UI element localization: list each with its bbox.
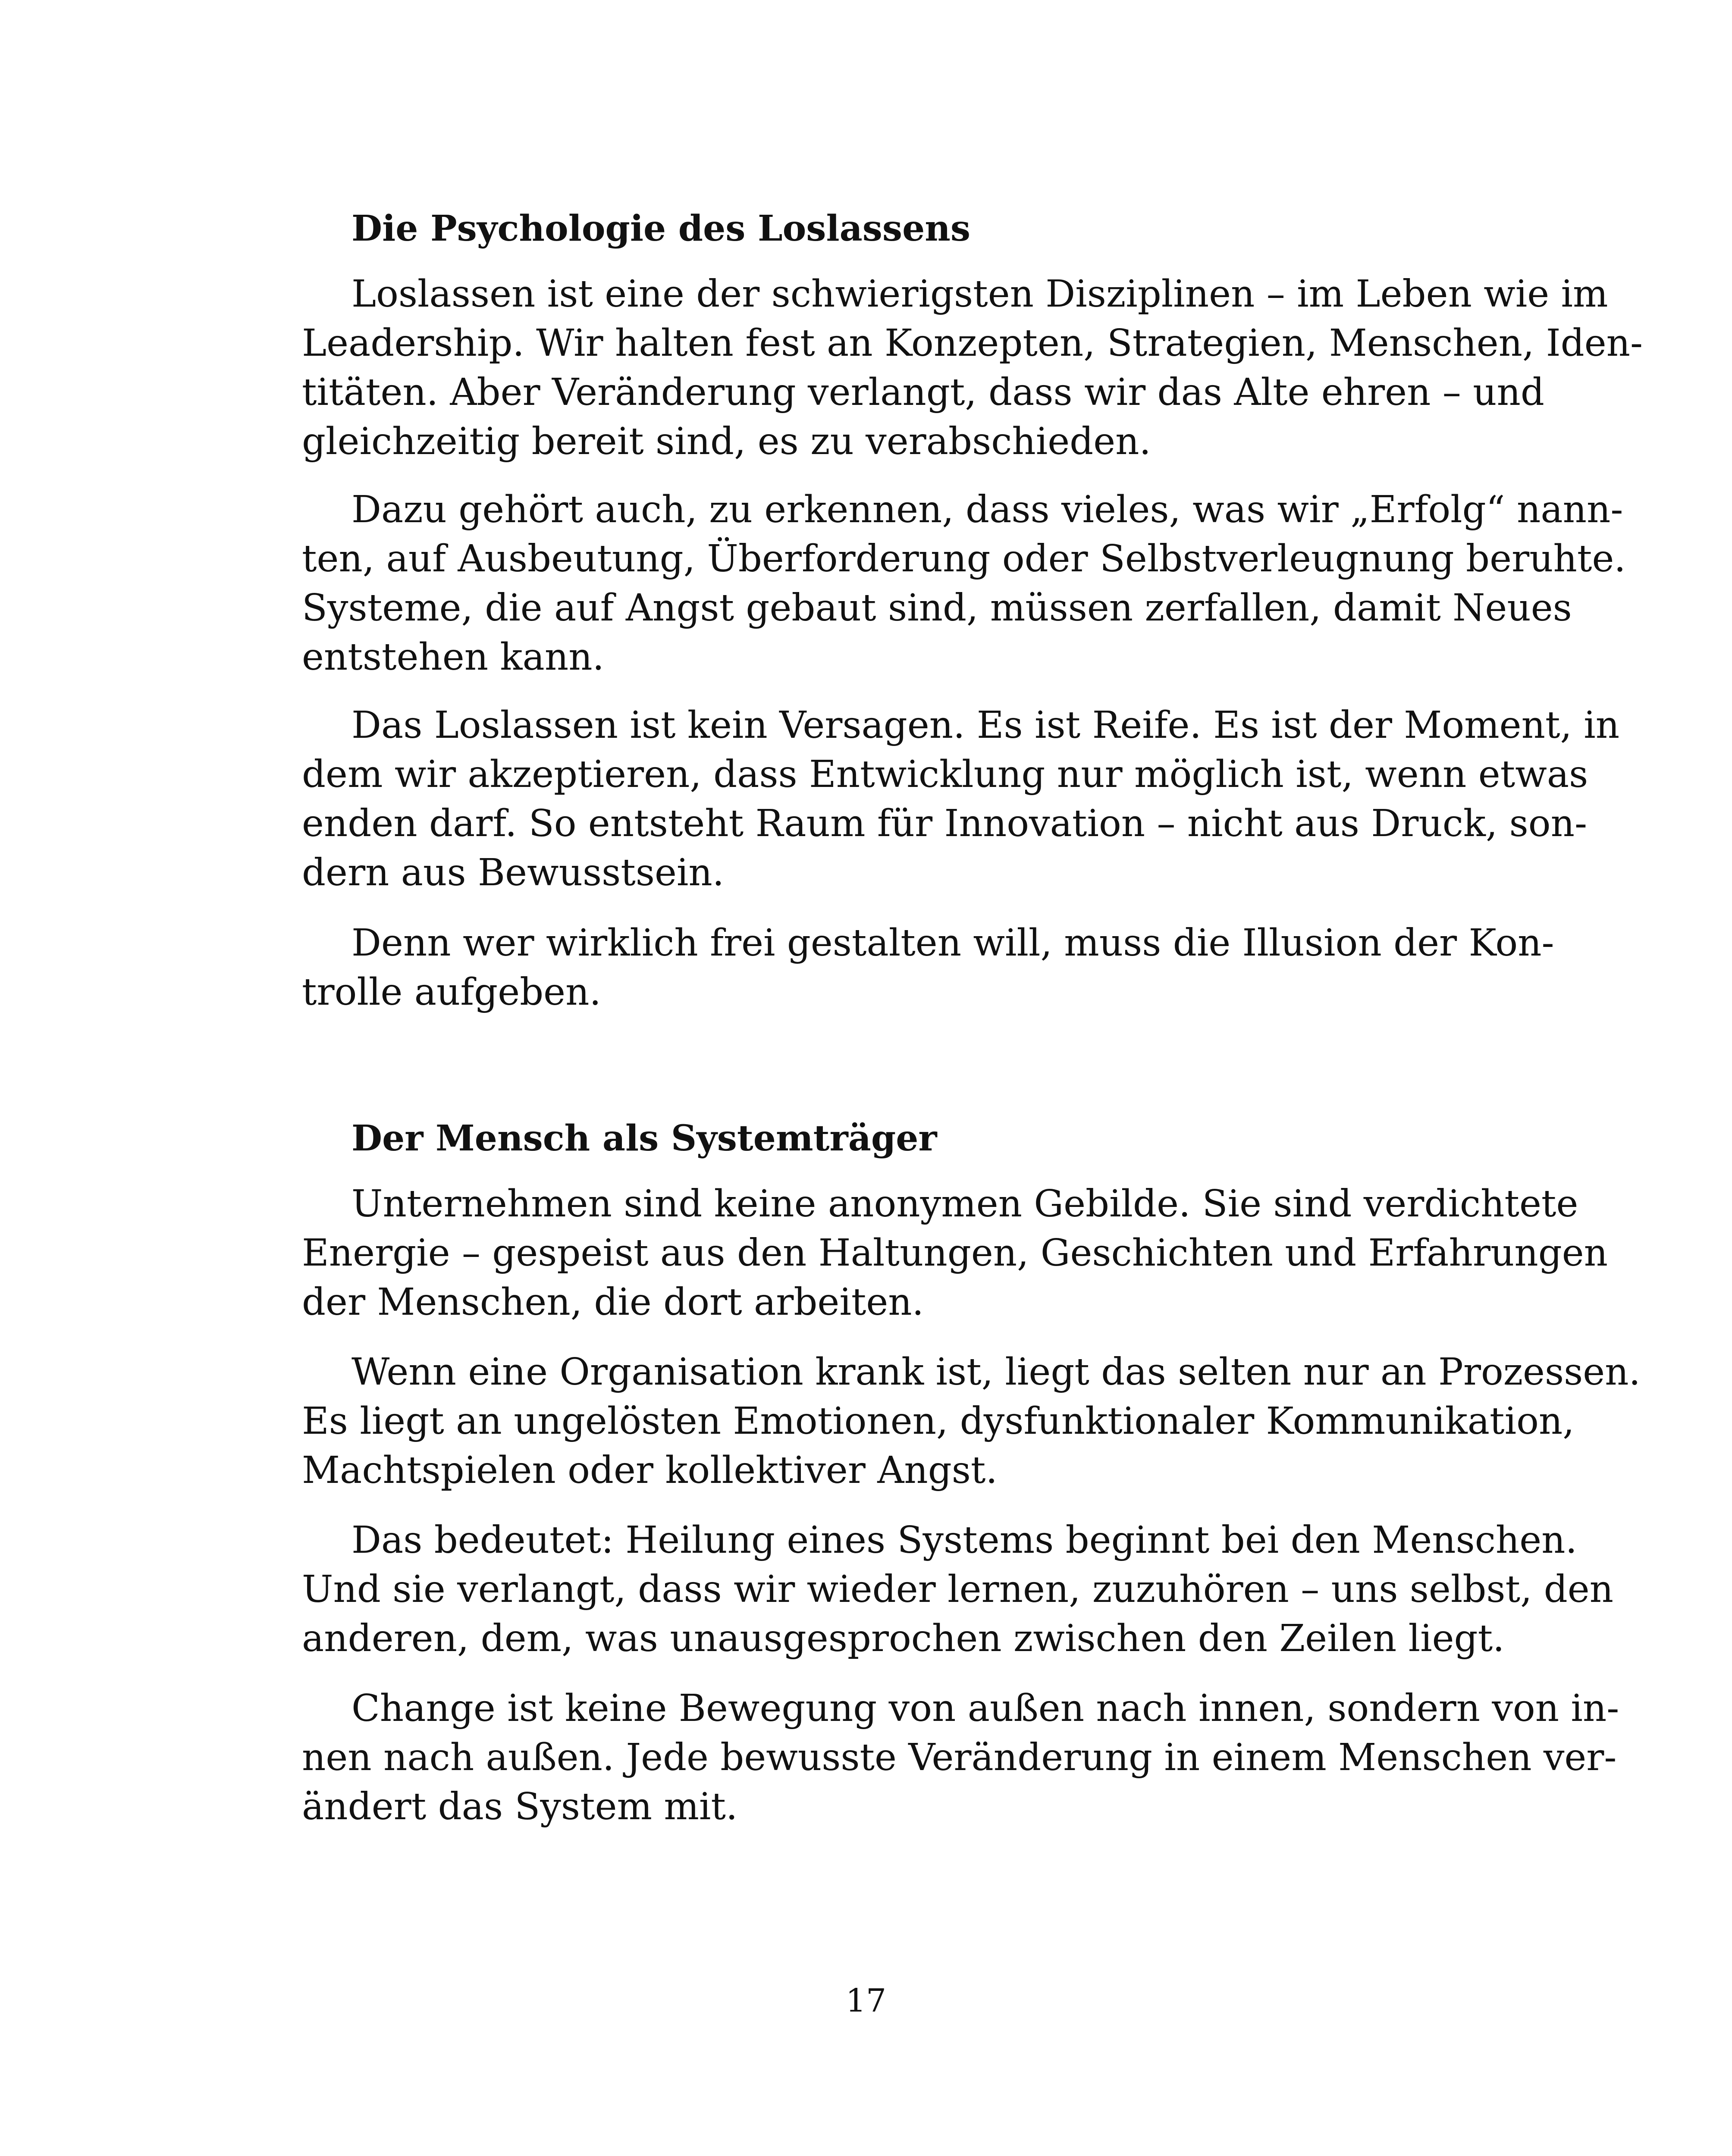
- paragraph-loslassen-2: [302, 485, 1626, 682]
- paragraph-loslassen-4: [302, 918, 1554, 1017]
- text-line: Unternehmen sind keine anonymen Gebilde. Sie sind verdichtete: [351, 1182, 1578, 1225]
- text-line: Wenn eine Organisation krank ist, liegt das selten nur an Prozessen.: [351, 1351, 1641, 1394]
- text-line: dem wir akzeptieren, dass Entwicklung nur möglich ist, wenn etwas: [302, 753, 1588, 796]
- text-line: Leadership. Wir halten fest an Konzepten, Strategien, Menschen, Iden-: [302, 322, 1643, 365]
- page-number: 17: [845, 1982, 887, 2019]
- paragraph-loslassen-1: [302, 270, 1643, 466]
- text-line: Energie – gespeist aus den Haltungen, Geschichten und Erfahrungen: [302, 1232, 1608, 1275]
- text-line: ändert das System mit.: [302, 1785, 738, 1828]
- text-line: Denn wer wirklich frei gestalten will, muss die Illusion der Kon-: [351, 921, 1554, 965]
- paragraph-systemtraeger-3: [302, 1516, 1614, 1663]
- text-line: dern aus Bewusstsein.: [302, 851, 725, 894]
- paragraph-systemtraeger-2: [302, 1348, 1641, 1495]
- text-line: nen nach außen. Jede bewusste Veränderung in einem Menschen ver-: [302, 1736, 1617, 1779]
- text-line: Es liegt an ungelösten Emotionen, dysfunktionaler Kommunikation,: [302, 1400, 1575, 1443]
- text-line: ten, auf Ausbeutung, Überforderung oder Selbstverleugnung beruhte.: [302, 537, 1626, 580]
- paragraph-systemtraeger-4: [302, 1684, 1619, 1831]
- text-line: gleichzeitig bereit sind, es zu verabschieden.: [302, 420, 1151, 463]
- text-line: Das Loslassen ist kein Versagen. Es ist Reife. Es ist der Moment, in: [351, 704, 1620, 747]
- text-line: Machtspielen oder kollektiver Angst.: [302, 1449, 998, 1492]
- text-line: Dazu gehört auch, zu erkennen, dass vieles, was wir „Erfolg“ nann-: [351, 488, 1623, 531]
- paragraph-loslassen-3: [302, 701, 1620, 897]
- text-line: Loslassen ist eine der schwierigsten Disziplinen – im Leben wie im: [351, 273, 1608, 316]
- text-line: Und sie verlangt, dass wir wieder lernen, zuzuhören – uns selbst, den: [302, 1568, 1614, 1611]
- text-line: der Menschen, die dort arbeiten.: [302, 1281, 924, 1324]
- text-line: Das bedeutet: Heilung eines Systems beginnt bei den Menschen.: [351, 1519, 1577, 1562]
- section-heading-systemtraeger: Der Mensch als Systemträger: [351, 1118, 937, 1159]
- text-line: titäten. Aber Veränderung verlangt, dass wir das Alte ehren – und: [302, 371, 1544, 414]
- text-line: Systeme, die auf Angst gebaut sind, müssen zerfallen, damit Neues: [302, 586, 1572, 630]
- paragraph-systemtraeger-1: [302, 1179, 1608, 1327]
- text-line: anderen, dem, was unausgesprochen zwischen den Zeilen liegt.: [302, 1617, 1505, 1660]
- text-line: enden darf. So entsteht Raum für Innovation – nicht aus Druck, son-: [302, 802, 1588, 845]
- text-line: entstehen kann.: [302, 636, 604, 679]
- section-heading-loslassen: Die Psychologie des Loslassens: [351, 208, 971, 249]
- text-line: Change ist keine Bewegung von außen nach innen, sondern von in-: [351, 1687, 1619, 1730]
- text-line: trolle aufgeben.: [302, 971, 601, 1014]
